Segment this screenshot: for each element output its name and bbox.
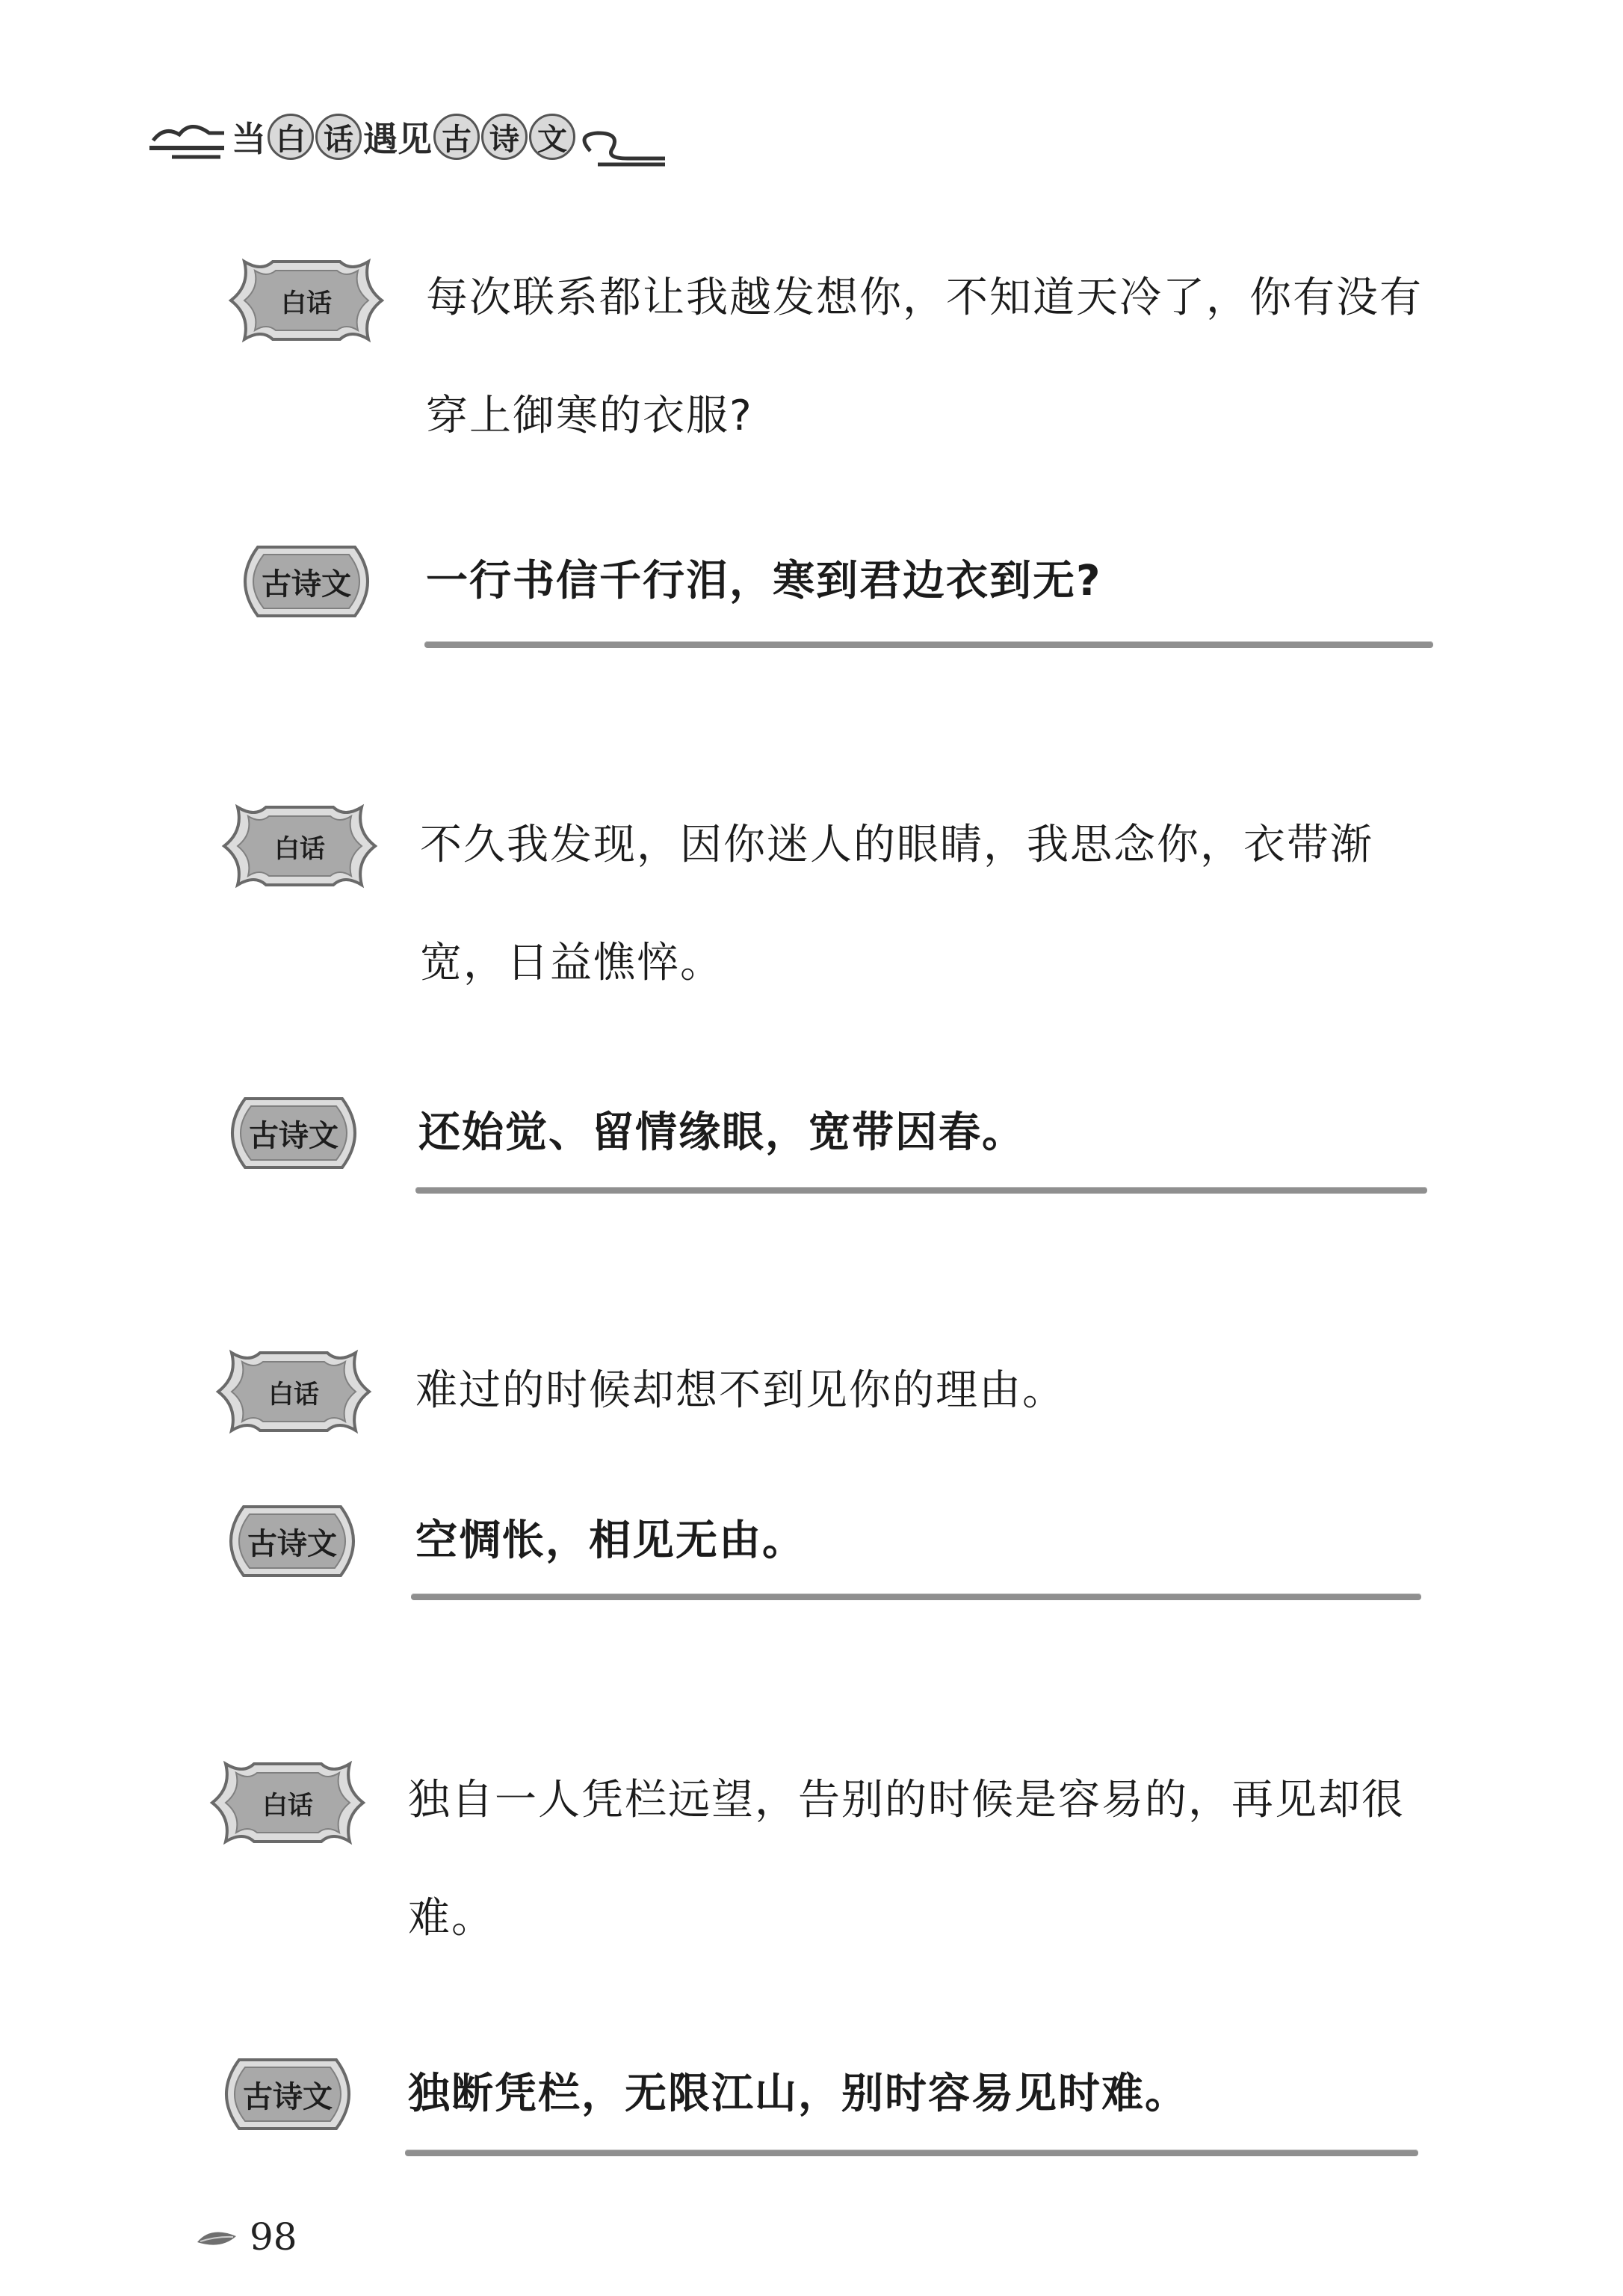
header-seg-3: 遇见 [363,119,432,159]
header-title [232,111,575,163]
divider-rule [405,2150,1418,2156]
gushiwen-badge: 古诗文 [215,1088,372,1178]
baihua-text-3: 难过的时候却想不到见你的理由。 [415,1366,1066,1415]
gushiwen-text-2: 还始觉、留情缘眼，宽带因春。 [418,1108,1025,1157]
baihua-text-2: 不久我发现，因你迷人的眼睛，我思念你，衣带渐宽，日益憔悴。 [420,821,1373,987]
header-seg-1: 白 [268,114,314,160]
running-header [149,105,673,172]
gushiwen-text-4: 独断凭栏，无限江山，别时容易见时难。 [408,2070,1188,2118]
gushiwen-badge: 古诗文 [214,1496,371,1586]
baihua-badge: 白话 [228,256,385,345]
page-footer [196,2211,297,2263]
page-number: 98 [250,2215,297,2259]
baihua-badge: 白话 [221,801,378,891]
divider-rule [415,1187,1427,1194]
leaf-icon [196,2226,238,2248]
baihua-badge: 白话 [209,1758,366,1848]
baihua-text-1: 每次联系都让我越发想你，不知道天冷了，你有没有穿上御寒的衣服? [426,274,1423,440]
header-seg-2: 话 [315,114,362,160]
gushiwen-text-3: 空惆怅，相见无由。 [415,1516,806,1565]
header-seg-0: 当 [232,119,266,159]
gushiwen-text-1: 一行书信千行泪，寒到君边衣到无? [426,557,1102,605]
gushiwen-badge: 古诗文 [228,537,385,626]
baihua-badge: 白话 [215,1347,372,1436]
baihua-text-4: 独自一人凭栏远望，告别的时候是容易的，再见却很难。 [408,1776,1405,1942]
divider-rule [424,641,1433,648]
gushiwen-badge: 古诗文 [209,2049,366,2139]
divider-rule [411,1593,1421,1600]
header-seg-6: 文 [529,114,575,160]
header-seg-4: 古 [433,114,480,160]
header-seg-5: 诗 [481,114,528,160]
